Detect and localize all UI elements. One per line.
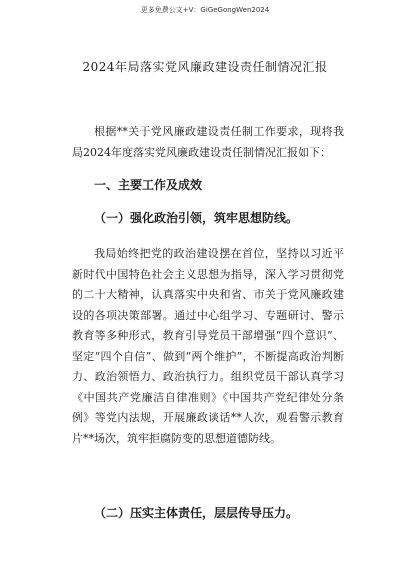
section-heading-main-work: 一、主要工作及成效 — [94, 178, 203, 192]
header-note: 更多免费公文+V：GiGeGongWen2024 — [140, 6, 270, 14]
subsection-body-political-guidance: 我局始终把党的政治建设摆在首位，坚持以习近平新时代中国特色社会主义思想为指导，深入学习贯彻党的二十大精神，认真落实中央和省、市关于党风廉政建设的各项决策部署。通过中心组学习、专题研讨、警示教育等多种形式，教育引导党员干部增强“四个意识”、坚定“四个自信”、做到“两个维护”，不断提高政治判断力、政治领悟力、政治执行力。组织党员干部认真学习《中国共产党廉洁自律准则》《中国共产党纪律处分条例》等党内法规，开展廉政谈话**人次，观看警示教育片**场次，筑牢拒腐防变的思想道德防线。 — [72, 247, 344, 445]
subsection-heading-main-responsibility: （二）压实主体责任，层层传导压力。 — [94, 506, 299, 520]
subsection-heading-political-guidance: （一）强化政治引领，筑牢思想防线。 — [94, 211, 299, 225]
intro-paragraph: 根据**关于党风廉政建设责任制工作要求，现将我局2024年度落实党风廉政建设责任制情况汇报如下： — [72, 125, 344, 159]
document-title: 2024年局落实党风廉政建设责任制情况汇报 — [82, 60, 328, 74]
